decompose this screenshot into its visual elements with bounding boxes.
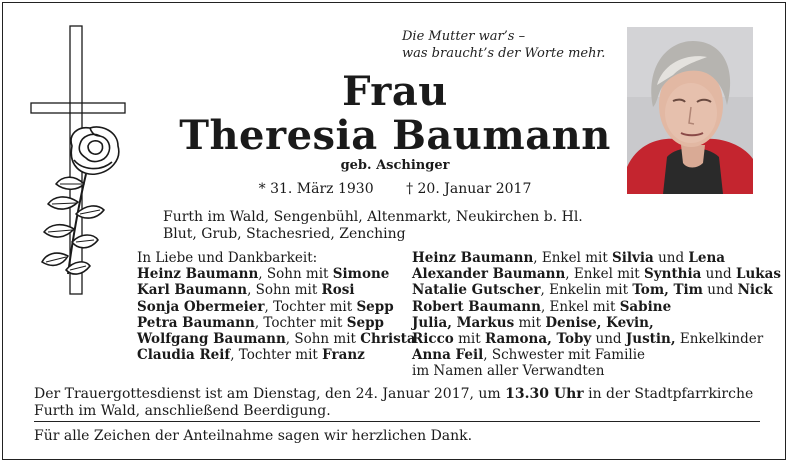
- mourner-left-segment: , Sohn mit: [247, 282, 322, 299]
- mourner-left-line: [137, 299, 416, 315]
- title-line-1: Frau: [342, 68, 448, 115]
- service-segment: Der Trauergottesdienst ist am Dienstag, den 24. Januar 2017, um: [34, 386, 506, 402]
- mourner-right-line: [412, 266, 781, 282]
- mourner-right-segment: und: [591, 331, 626, 348]
- mourner-left-segment: , Sohn mit: [285, 331, 361, 348]
- mourner-right-segment: Sabine: [619, 298, 672, 315]
- mourner-right-segment: Anna Feil: [412, 347, 484, 364]
- places: Furth im Wald, Sengenbühl, Altenmarkt, Neukirchen b. Hl. Blut, Grub, Stachesried, Zenching: [163, 209, 583, 242]
- mourner-left-segment: Sepp: [346, 314, 384, 331]
- mourner-right-segment: Synthia: [644, 266, 702, 283]
- mourner-right-segment: Lena: [688, 250, 726, 266]
- motto: [402, 28, 605, 62]
- mourner-right-segment: Silvia: [612, 250, 654, 266]
- service-segment: in der Stadtpfarrkirche Furth im Wald, anschließend Beerdigung.: [34, 386, 754, 419]
- mourner-left-line: [137, 315, 416, 331]
- thanks-line: Für alle Zeichen der Anteilnahme sagen wir herzlichen Dank.: [34, 428, 473, 444]
- mourner-right-segment: und: [701, 266, 736, 283]
- mourner-left-segment: , Tochter mit: [264, 298, 357, 315]
- mourner-left-line: [137, 266, 416, 282]
- mourner-left-segment: , Tochter mit: [254, 314, 347, 331]
- mourner-right-segment: Heinz Baumann: [412, 250, 534, 266]
- mourner-left-segment: Christa: [360, 331, 416, 348]
- birth-name: geb. Aschinger: [340, 158, 450, 173]
- mourner-right-segment: , Schwester mit Familie: [483, 347, 646, 364]
- mourner-left-segment: Wolfgang Baumann: [137, 331, 286, 348]
- motto-line-2: was braucht’s der Worte mehr.: [402, 46, 606, 61]
- mourner-right-segment: Robert Baumann: [412, 298, 541, 315]
- mourner-left-segment: Simone: [332, 266, 390, 283]
- mourner-right-segment: Ramona, Toby: [484, 331, 592, 348]
- mourner-right-segment: Nick: [737, 282, 773, 299]
- mourner-right-line: [412, 250, 781, 266]
- mourner-right-segment: , Enkel mit: [565, 266, 645, 283]
- mourner-right-line: [412, 299, 781, 315]
- funeral-service-info: [34, 386, 760, 420]
- mourner-left-segment: Rosi: [321, 282, 355, 299]
- mourner-left-line: [137, 347, 416, 363]
- portrait-photo: [627, 27, 753, 194]
- mourner-right-segment: , Enkelin mit: [540, 282, 633, 299]
- mourner-right-segment: Alexander Baumann: [412, 266, 566, 283]
- mourner-right-segment: Enkelkinder: [675, 331, 764, 348]
- mourner-right-segment: Ricco: [412, 331, 454, 348]
- mourner-right-segment: Justin,: [625, 331, 676, 348]
- mourner-left-segment: , Tochter mit: [230, 347, 323, 364]
- mourner-left-segment: In Liebe und Dankbarkeit:: [137, 250, 318, 266]
- mourner-left-segment: Franz: [322, 347, 365, 364]
- mourner-right-segment: , Enkel mit: [540, 298, 620, 315]
- mourner-left-line: [137, 282, 416, 298]
- mourner-right-line: [412, 363, 781, 379]
- mourner-left-segment: Sepp: [356, 298, 394, 315]
- mourner-right-segment: und: [702, 282, 738, 299]
- mourner-right-line: [412, 315, 781, 331]
- mourner-right-segment: und: [653, 250, 689, 266]
- mourner-left-segment: Karl Baumann: [137, 282, 248, 299]
- divider: [34, 421, 760, 422]
- mourner-right-segment: Lukas: [736, 266, 782, 283]
- service-segment: 13.30 Uhr: [505, 386, 584, 402]
- deceased-name: Theresia Baumann: [179, 112, 611, 159]
- mourner-right-segment: Tom, Tim: [632, 282, 703, 299]
- mourner-left-line: [137, 250, 416, 266]
- mourner-left-segment: Petra Baumann: [137, 314, 255, 331]
- mourner-right-line: [412, 331, 781, 347]
- mourner-right-segment: , Enkel mit: [533, 250, 613, 266]
- death-date: † 20. Januar 2017: [406, 181, 532, 197]
- mourner-left-segment: , Sohn mit: [258, 266, 333, 283]
- mourner-right-segment: mit: [514, 314, 546, 331]
- mourner-right-segment: Julia, Markus: [412, 314, 515, 331]
- mourner-left-segment: Heinz Baumann: [137, 266, 259, 283]
- mourner-left-line: [137, 331, 416, 347]
- mourners-right-column: [412, 250, 781, 380]
- mourner-right-segment: mit: [453, 331, 485, 348]
- mourner-right-line: [412, 347, 781, 363]
- mourner-right-segment: Natalie Gutscher: [412, 282, 541, 299]
- mourner-right-segment: Denise, Kevin,: [545, 314, 654, 331]
- motto-line-1: Die Mutter war’s –: [402, 29, 526, 44]
- mourner-right-line: [412, 282, 781, 298]
- mourner-right-segment: im Namen aller Verwandten: [412, 363, 605, 380]
- mourner-left-segment: Sonja Obermeier: [137, 298, 265, 315]
- mourners-left-column: [137, 250, 416, 363]
- mourner-left-segment: Claudia Reif: [137, 347, 231, 364]
- birth-date: * 31. März 1930: [258, 181, 374, 197]
